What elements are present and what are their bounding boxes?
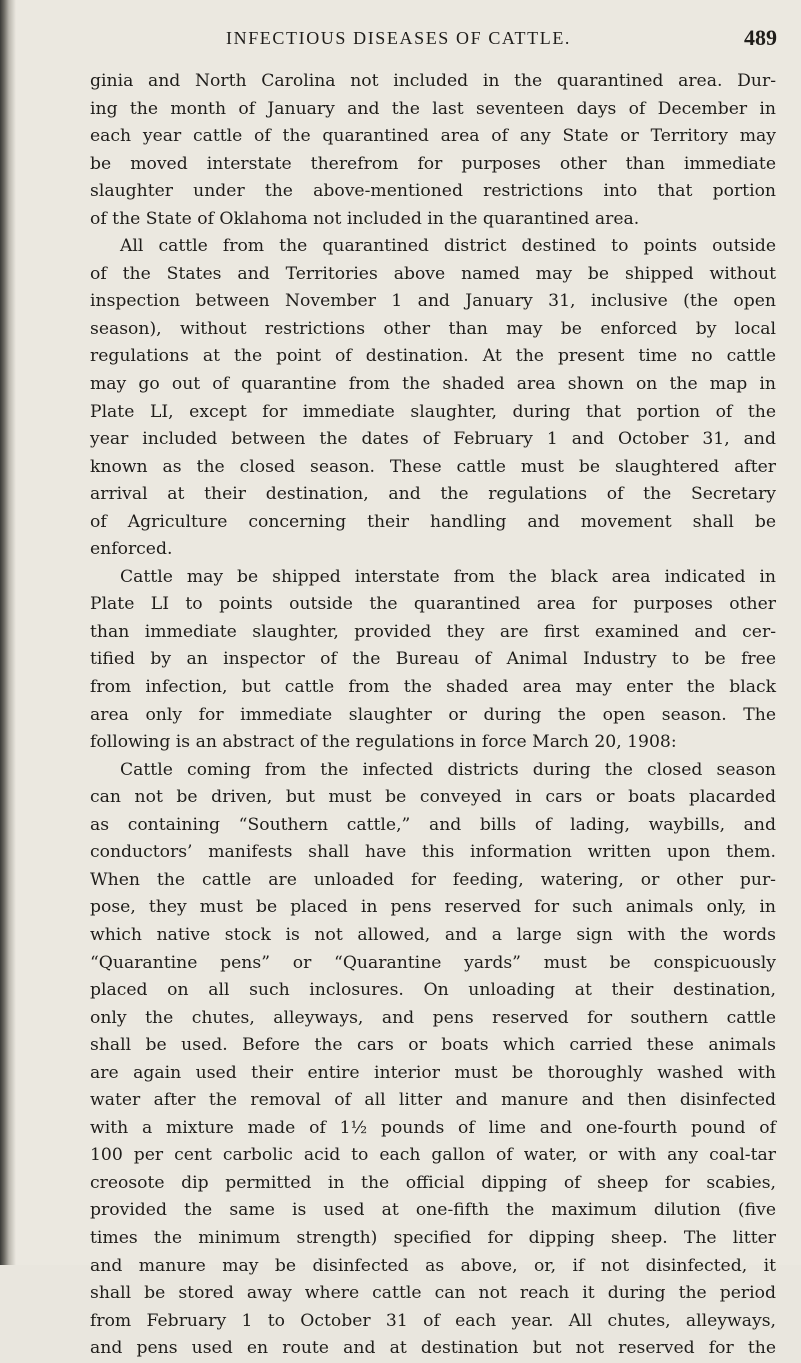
text-line: 100 per cent carbolic acid to each gallon of water, or with any coal-tar: [90, 1145, 776, 1166]
page-header: [0, 25, 801, 54]
text-line: can not be driven, but must be conveyed in cars or boats placarded: [90, 787, 776, 808]
text-line: of Agriculture concerning their handling and movement shall be: [90, 511, 776, 532]
text-line: each year cattle of the quarantined area of any State or Territory may: [90, 126, 776, 147]
text-line: known as the closed season. These cattle must be slaughtered after: [90, 456, 776, 477]
text-line: pose, they must be placed in pens reserved for such animals only, in: [90, 897, 776, 918]
page-number: 489: [744, 25, 777, 50]
text-line: as containing “Southern cattle,” and bills of lading, waybills, and: [90, 814, 776, 835]
paragraph-start-line: Cattle may be shipped interstate from the black area indicated in: [120, 566, 776, 587]
text-line: from infection, but cattle from the shaded area may enter the black: [90, 677, 776, 698]
text-line: ing the month of January and the last seventeen days of December in: [90, 98, 776, 119]
text-line: which native stock is not allowed, and a large sign with the words: [90, 924, 776, 945]
paragraph-start-line: Cattle coming from the infected districts during the closed season: [120, 759, 776, 780]
text-line: season), without restrictions other than may be enforced by local: [90, 318, 776, 339]
text-line: of the States and Territories above named may be shipped without: [90, 263, 776, 284]
text-line: be moved interstate therefrom for purposes other than immediate: [90, 153, 776, 174]
text-line: shall be used. Before the cars or boats which carried these animals: [90, 1035, 776, 1056]
text-line: provided the same is used at one-fifth the maximum dilution (five: [90, 1200, 776, 1221]
text-line: tified by an inspector of the Bureau of Animal Industry to be free: [90, 649, 776, 670]
text-line: year included between the dates of February 1 and October 31, and: [90, 429, 776, 450]
body-text: [90, 68, 776, 1363]
text-line: arrival at their destination, and the regulations of the Secretary: [90, 484, 776, 505]
text-line: are again used their entire interior must be thoroughly washed with: [90, 1062, 776, 1083]
text-line: Plate LI to points outside the quarantined area for purposes other: [90, 594, 776, 615]
text-line: shall be stored away where cattle can not reach it during the period: [90, 1283, 776, 1304]
text-line: regulations at the point of destination. At the present time no cattle: [90, 346, 776, 367]
page-spine-shadow: [0, 0, 16, 1265]
paragraph-start-line: All cattle from the quarantined district destined to points outside: [120, 236, 776, 257]
text-line: and manure may be disinfected as above, or, if not disinfected, it: [90, 1255, 776, 1276]
text-line: with a mixture made of 1½ pounds of lime and one-fourth pound of: [90, 1117, 776, 1138]
text-line: ginia and North Carolina not included in the quarantined area. Dur-: [90, 71, 776, 91]
running-head: INFECTIOUS DISEASES OF CATTLE.: [226, 28, 572, 48]
text-line: following is an abstract of the regulations in force March 20, 1908:: [90, 732, 677, 753]
text-line: conductors’ manifests shall have this information written upon them.: [90, 842, 776, 863]
text-line: When the cattle are unloaded for feeding, watering, or other pur-: [90, 869, 776, 890]
text-line: placed on all such inclosures. On unloading at their destination,: [90, 980, 776, 1001]
text-line: than immediate slaughter, provided they are first examined and cer-: [90, 621, 776, 642]
text-line: only the chutes, alleyways, and pens reserved for southern cattle: [90, 1007, 776, 1028]
text-line: “Quarantine pens” or “Quarantine yards” must be conspicuously: [90, 952, 776, 973]
text-line: Plate LI, except for immediate slaughter, during that portion of the: [90, 401, 776, 422]
text-line: of the State of Oklahoma not included in the quarantined area.: [90, 208, 640, 229]
text-line: inspection between November 1 and January 31, inclusive (the open: [90, 291, 776, 312]
text-line: from February 1 to October 31 of each year. All chutes, alleyways,: [90, 1310, 776, 1331]
text-line: times the minimum strength) specified for dipping sheep. The litter: [90, 1227, 776, 1248]
text-line: slaughter under the above-mentioned restrictions into that portion: [90, 181, 776, 202]
text-line: creosote dip permitted in the official dipping of sheep for scabies,: [90, 1172, 776, 1193]
text-line: area only for immediate slaughter or during the open season. The: [90, 704, 776, 725]
text-line: enforced.: [90, 539, 173, 560]
text-line: and pens used en route and at destination but not reserved for the: [90, 1338, 776, 1359]
text-line: water after the removal of all litter and manure and then disinfected: [90, 1090, 776, 1111]
text-line: may go out of quarantine from the shaded area shown on the map in: [90, 374, 776, 395]
